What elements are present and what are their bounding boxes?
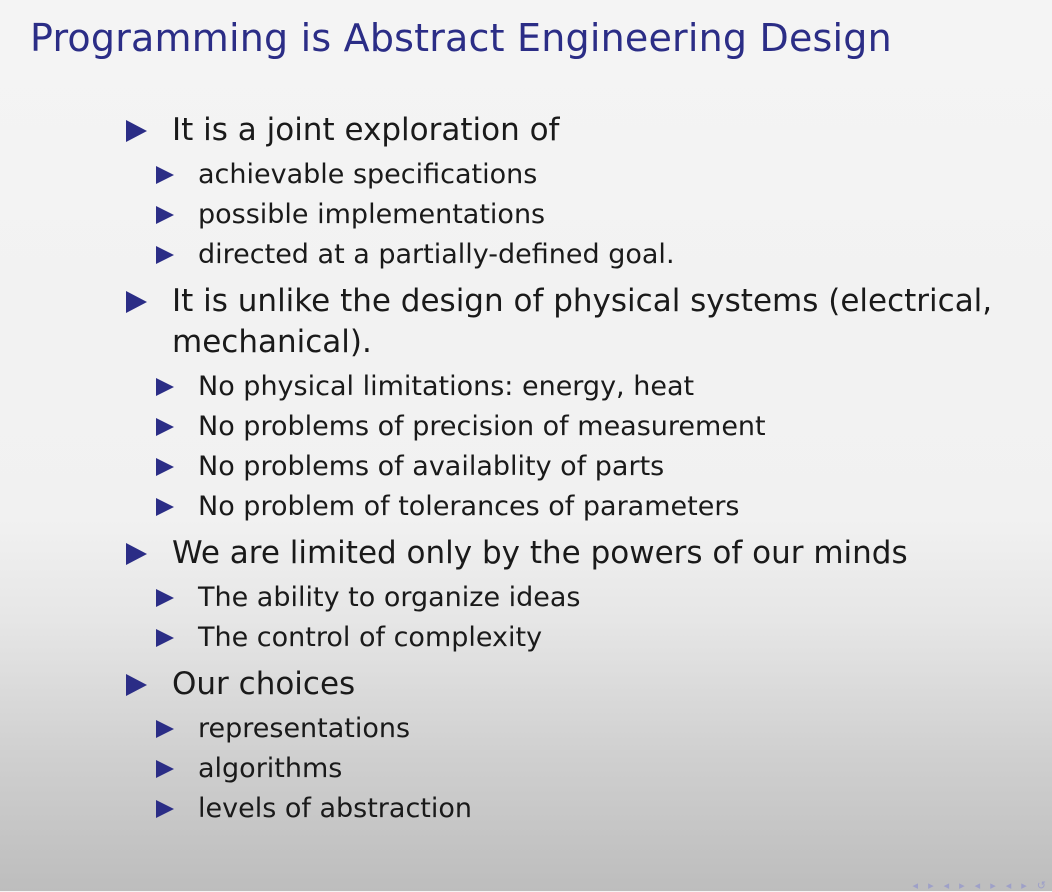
nav-next-subsection-icon[interactable]: ▸ xyxy=(959,879,965,892)
nav-next-frame-icon[interactable]: ▸ xyxy=(928,879,934,892)
triangle-bullet-icon xyxy=(126,543,147,565)
sub-bullet-text: No problems of availablity of parts xyxy=(198,451,665,482)
sub-bullet-item xyxy=(76,709,1004,749)
sub-bullet-text: possible implementations xyxy=(198,199,546,230)
sub-bullet-text: representations xyxy=(198,713,411,744)
triangle-bullet-icon xyxy=(156,498,174,516)
nav-next-slide-icon[interactable]: ▸ xyxy=(1021,879,1027,892)
sub-bullet-item xyxy=(76,195,1004,235)
sub-bullet-item xyxy=(76,789,1004,829)
bullet-text: Our choices xyxy=(172,666,356,702)
triangle-bullet-icon xyxy=(126,674,147,696)
triangle-bullet-icon xyxy=(156,378,174,396)
sub-bullet-item xyxy=(76,487,1004,527)
sub-bullet-text: achievable specifications xyxy=(198,159,538,190)
triangle-bullet-icon xyxy=(156,166,174,184)
sub-bullet-text: No physical limitations: energy, heat xyxy=(198,371,695,402)
bullet-list xyxy=(124,106,1004,835)
triangle-bullet-icon xyxy=(156,589,174,607)
sub-bullet-list xyxy=(124,155,1004,275)
beamer-navigation-bar xyxy=(786,877,1052,891)
sub-bullet-item xyxy=(76,578,1004,618)
sub-bullet-text: The control of complexity xyxy=(198,622,543,653)
sub-bullet-item xyxy=(76,235,1004,275)
nav-refresh-icon[interactable]: ↺ xyxy=(1036,879,1046,892)
sub-bullet-item xyxy=(76,367,1004,407)
nav-prev-slide-icon[interactable]: ◂ xyxy=(1005,879,1012,892)
sub-bullet-item xyxy=(76,407,1004,447)
slide-title: Programming is Abstract Engineering Design xyxy=(30,16,892,60)
sub-bullet-text: directed at a partially-defined goal. xyxy=(198,239,675,270)
bullet-item xyxy=(124,110,1004,151)
nav-prev-frame-icon[interactable]: ◂ xyxy=(912,879,919,892)
bullet-item xyxy=(124,281,1004,363)
sub-bullet-text: No problem of tolerances of parameters xyxy=(198,491,740,522)
sub-bullet-text: algorithms xyxy=(198,753,343,784)
sub-bullet-item xyxy=(76,749,1004,789)
sub-bullet-text: The ability to organize ideas xyxy=(198,582,581,613)
sub-bullet-text: No problems of precision of measurement xyxy=(198,411,766,442)
triangle-bullet-icon xyxy=(126,291,147,313)
sub-bullet-item xyxy=(76,447,1004,487)
bullet-text: We are limited only by the powers of our minds xyxy=(172,535,908,571)
nav-next-section-icon[interactable]: ▸ xyxy=(990,879,996,892)
bullet-item xyxy=(124,533,1004,574)
triangle-bullet-icon xyxy=(156,800,174,818)
bullet-text: It is a joint exploration of xyxy=(172,112,560,148)
triangle-bullet-icon xyxy=(156,720,174,738)
triangle-bullet-icon xyxy=(156,629,174,647)
triangle-bullet-icon xyxy=(156,760,174,778)
nav-prev-section-icon[interactable]: ◂ xyxy=(974,879,981,892)
triangle-bullet-icon xyxy=(156,418,174,436)
triangle-bullet-icon xyxy=(156,206,174,224)
nav-prev-subsection-icon[interactable]: ◂ xyxy=(943,879,950,892)
bullet-item xyxy=(124,664,1004,705)
triangle-bullet-icon xyxy=(156,246,174,264)
sub-bullet-item xyxy=(76,155,1004,195)
sub-bullet-text: levels of abstraction xyxy=(198,793,473,824)
sub-bullet-list xyxy=(124,709,1004,829)
triangle-bullet-icon xyxy=(156,458,174,476)
sub-bullet-list xyxy=(124,578,1004,658)
bullet-text: It is unlike the design of physical systems (electrical, mechanical). xyxy=(172,283,993,360)
sub-bullet-list xyxy=(124,367,1004,527)
triangle-bullet-icon xyxy=(126,120,147,142)
sub-bullet-item xyxy=(76,618,1004,658)
